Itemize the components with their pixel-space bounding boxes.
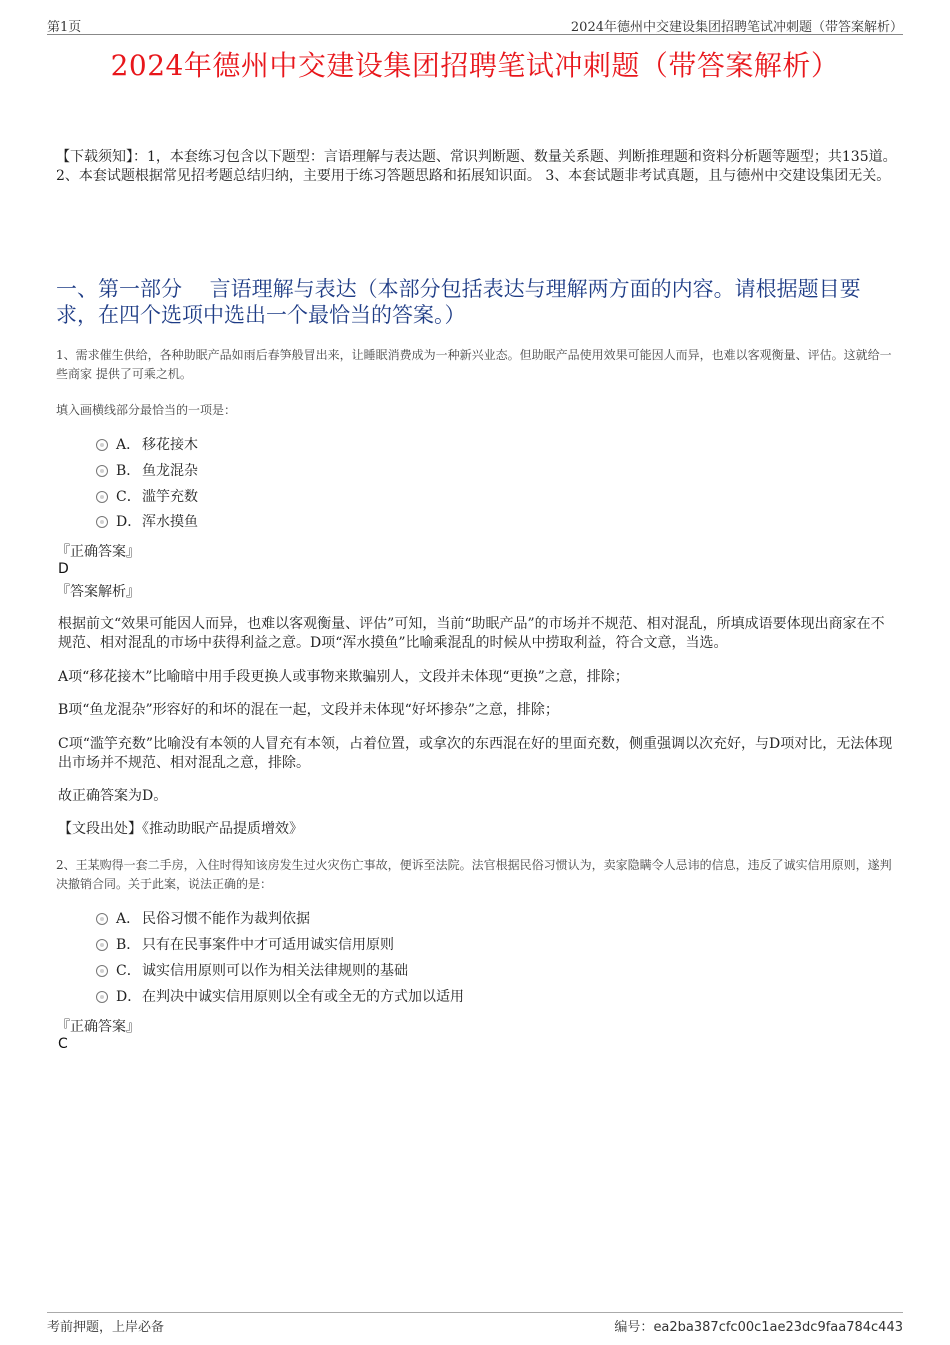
page-footer: [47, 1312, 903, 1335]
radio-icon[interactable]: [96, 965, 108, 977]
q1-analysis-label: 『答案解析』: [56, 584, 140, 600]
radio-icon[interactable]: [96, 516, 108, 528]
q1-answer: D: [58, 561, 69, 577]
document-title: 2024年德州中交建设集团招聘笔试冲刺题（带答案解析）: [110, 49, 840, 82]
header-doc-title: 2024年德州中交建设集团招聘笔试冲刺题（带答案解析）: [570, 20, 903, 35]
q2-option-d[interactable]: D．在判决中诚实信用原则以全有或全无的方式加以适用: [96, 986, 464, 1008]
q2-answer-label: 『正确答案』: [56, 1019, 140, 1035]
question-1-stem: 1、需求催生供给，各种助眠产品如雨后春笋般冒出来，让睡眠消费成为一种新兴业态。但助眠产品使用效果可能因人而异，也难以客观衡量、评估。这就给一些商家 提供了可乘之机。: [56, 348, 892, 381]
footer-code-label: 编号：: [614, 1320, 654, 1335]
radio-icon[interactable]: [96, 913, 108, 925]
footer-slogan: 考前押题，上岸必备: [47, 1320, 165, 1335]
footer-code: [614, 1316, 903, 1335]
radio-icon[interactable]: [96, 939, 108, 951]
download-notice: 【下载须知】：1，本套练习包含以下题型：言语理解与表达题、常识判断题、数量关系题、判断推理题和资料分析题等题型；共135道。 2、本套试题根据常见招考题总结归纳，主要用于练习答题思路和拓展知识面。 3、本套试题非考试真题，且与德州中交建设集团无关。: [56, 149, 897, 184]
radio-icon[interactable]: [96, 491, 108, 503]
q1-option-a[interactable]: A． 移花接木: [96, 434, 198, 456]
page-number: 第1页: [47, 20, 82, 35]
q1-analysis-paragraph: B项“鱼龙混杂”形容好的和坏的混在一起，文段并未体现“好坏掺杂”之意，排除；: [58, 702, 559, 718]
radio-icon[interactable]: [96, 991, 108, 1003]
q1-option-b[interactable]: B． 鱼龙混杂: [96, 460, 198, 482]
q2-option-c[interactable]: C．诚实信用原则可以作为相关法律规则的基础: [96, 960, 408, 982]
footer-code-value: ea2ba387cfc00c1ae23dc9faa784c443: [653, 1320, 903, 1335]
q2-option-b[interactable]: B． 只有在民事案件中才可适用诚实信用原则: [96, 934, 394, 956]
question-2-stem: 2、王某购得一套二手房，入住时得知该房发生过火灾伤亡事故，便诉至法院。法官根据民俗习惯认为，卖家隐瞒令人忌讳的信息，违反了诚实信用原则，遂判决撤销合同。关于此案，说法正确的是：: [56, 858, 892, 891]
q1-analysis-paragraph: A项“移花接木”比喻暗中用手段更换人或事物来欺骗别人，文段并未体现“更换”之意，排除；: [58, 669, 629, 685]
question-1-prompt: 填入画横线部分最恰当的一项是：: [56, 403, 237, 417]
radio-icon[interactable]: [96, 465, 108, 477]
q1-option-d[interactable]: D．浑水摸鱼: [96, 511, 198, 533]
q1-analysis-paragraph: C项“滥竽充数”比喻没有本领的人冒充有本领，占着位置，或拿次的东西混在好的里面充数，侧重强调以次充好，与D项对比，无法体现出市场并不规范、相对混乱之意，排除。: [58, 736, 893, 771]
q1-analysis-paragraph: 根据前文“效果可能因人而异，也难以客观衡量、评估”可知，当前“助眠产品”的市场并不规范、相对混乱，所填成语要体现出商家在不规范、相对混乱的市场中获得利益之意。D项“浑水摸鱼”比喻乘混乱的时候从中捞取利益，符合文意，当选。: [58, 616, 885, 651]
page-header: [47, 14, 903, 35]
section-heading: 一、第一部分 言语理解与表达（本部分包括表达与理解两方面的内容。请根据题目要求，在四个选项中选出一个最恰当的答案。）: [56, 277, 861, 327]
q2-answer: C: [58, 1036, 68, 1052]
radio-icon[interactable]: [96, 439, 108, 451]
q1-source: 【文段出处】《推动助眠产品提质增效》: [58, 821, 303, 837]
q2-option-a[interactable]: A． 民俗习惯不能作为裁判依据: [96, 908, 310, 930]
q1-analysis-conclusion: 故正确答案为D。: [58, 788, 168, 804]
q1-option-c[interactable]: C．滥竽充数: [96, 486, 198, 508]
q1-answer-label: 『正确答案』: [56, 544, 140, 560]
